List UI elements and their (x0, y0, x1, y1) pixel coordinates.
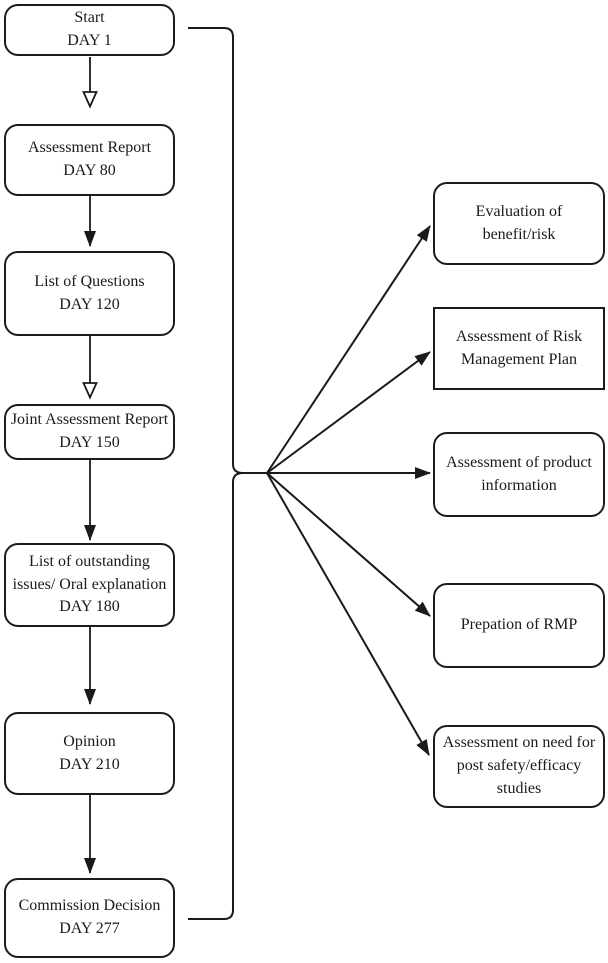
bracket-path (188, 28, 267, 919)
activity-post-safety-efficacy-studies (433, 725, 605, 808)
step-day: DAY 150 (59, 434, 120, 451)
fan-arrow-benefit-risk (267, 226, 430, 473)
flow-step-opinion (4, 712, 175, 795)
activity-label: Evaluation of benefit/risk (475, 202, 563, 243)
step-day: DAY 1 (67, 32, 112, 49)
activity-rmp-preparation (433, 583, 605, 668)
activity-label: Assessment of Risk Management Plan (455, 327, 583, 368)
step-day: DAY 277 (59, 920, 120, 937)
fan-arrow-post-safety-studies (267, 473, 429, 755)
step-title: List of Questions (34, 272, 145, 290)
activity-label: Assessment of product information (446, 453, 592, 494)
step-day: DAY 210 (59, 755, 120, 773)
step-day: DAY 180 (59, 598, 120, 616)
flow-step-assessment-report (4, 124, 175, 196)
step-title: Opinion (63, 732, 116, 750)
activity-evaluation-benefit-risk (433, 182, 605, 265)
step-title: List of outstanding issues/ Oral explanation (12, 552, 167, 593)
fan-arrow-rmp-assessment (267, 352, 430, 473)
flow-step-outstanding-issues (4, 543, 175, 627)
flow-step-commission-decision (4, 878, 175, 958)
activity-label: Assessment on need for post safety/efficacy studies (442, 734, 596, 797)
flow-step-joint-assessment-report (4, 404, 175, 460)
fan-arrow-rmp-preparation (267, 473, 430, 616)
step-title: Joint Assessment Report (10, 411, 169, 429)
step-title: Assessment Report (27, 139, 152, 157)
step-title: Commission Decision (18, 897, 161, 915)
activity-risk-management-plan-assessment (433, 307, 605, 390)
step-day: DAY 120 (59, 295, 120, 313)
step-title: Start (74, 9, 105, 27)
step-day: DAY 80 (63, 162, 116, 179)
activity-label: Prepation of RMP (460, 616, 578, 634)
flow-step-start (4, 4, 175, 56)
flow-step-list-of-questions (4, 251, 175, 336)
activity-product-information-assessment (433, 432, 605, 517)
